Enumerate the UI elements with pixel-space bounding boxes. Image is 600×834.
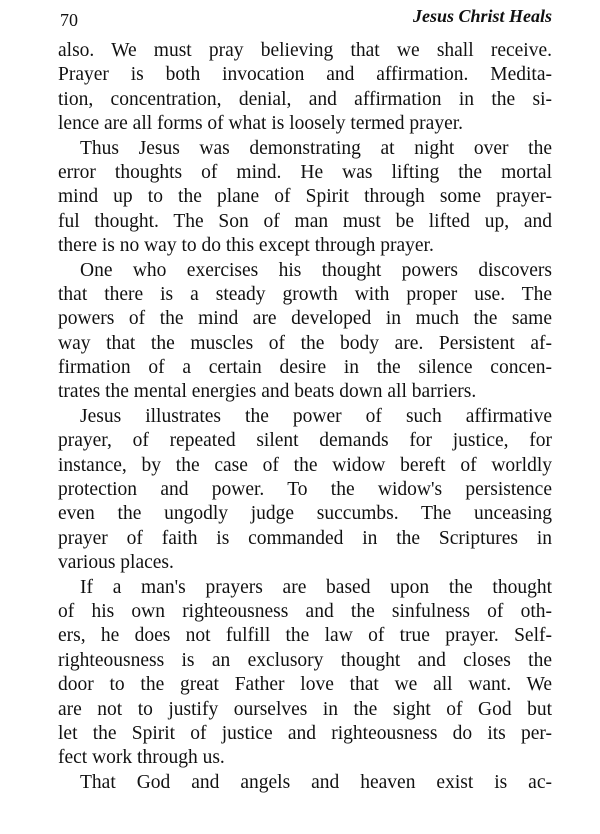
text-line: righteousness is an exclusory thought and closes the xyxy=(58,649,552,671)
text-line: protection and power. To the widow's persistence xyxy=(58,479,552,501)
text-line: ers, he does not fulfill the law of true prayer. Self- xyxy=(58,625,552,647)
text-line: even the ungodly judge succumbs. The unceasing xyxy=(58,503,552,525)
text-line: error thoughts of mind. He was lifting the mortal xyxy=(58,161,552,183)
paragraph xyxy=(58,137,552,259)
text-line: also. We must pray believing that we shall receive. xyxy=(58,40,552,61)
body-text xyxy=(58,39,552,795)
text-line: fect work through us. xyxy=(58,747,225,769)
text-line: door to the great Father love that we all want. We xyxy=(58,674,552,696)
text-line: If a man's prayers are based upon the thought xyxy=(80,576,552,598)
text-line: One who exercises his thought powers discovers xyxy=(80,259,552,281)
running-title: Jesus Christ Heals xyxy=(412,6,552,26)
text-line: prayer of faith is commanded in the Scriptures in xyxy=(58,527,552,549)
text-line: Jesus illustrates the power of such affirmative xyxy=(80,405,552,427)
text-line: of his own righteousness and the sinfulness of oth- xyxy=(58,600,552,622)
page-number: 70 xyxy=(60,10,78,30)
text-line: that there is a steady growth with proper use. The xyxy=(58,283,552,305)
text-line: way that the muscles of the body are. Persistent af- xyxy=(58,332,552,354)
text-line: mind up to the plane of Spirit through some prayer- xyxy=(58,186,552,208)
text-line: Prayer is both invocation and affirmation. Medita- xyxy=(58,64,552,86)
text-line: are not to justify ourselves in the sight of God but xyxy=(58,698,552,720)
paragraph xyxy=(58,259,552,405)
paragraph xyxy=(58,39,552,137)
text-line: firmation of a certain desire in the silence concen- xyxy=(58,357,552,379)
text-line: powers of the mind are developed in much the same xyxy=(58,308,552,330)
text-line: prayer, of repeated silent demands for justice, for xyxy=(58,430,552,452)
page-header xyxy=(58,6,552,32)
text-line: That God and angels and heaven exist is ac- xyxy=(80,771,552,793)
paragraph xyxy=(58,576,552,771)
text-line: various places. xyxy=(58,552,174,574)
text-line: tion, concentration, denial, and affirmation in the si- xyxy=(58,88,552,110)
paragraph xyxy=(58,405,552,576)
text-line: Thus Jesus was demonstrating at night over the xyxy=(80,137,552,159)
text-line: lence are all forms of what is loosely termed prayer. xyxy=(58,113,464,135)
text-line: there is no way to do this except through prayer. xyxy=(58,235,434,257)
text-line: let the Spirit of justice and righteousness do its per- xyxy=(58,722,552,744)
paragraph xyxy=(58,771,552,795)
text-line: ful thought. The Son of man must be lifted up, and xyxy=(58,210,552,232)
text-line: trates the mental energies and beats down all barriers. xyxy=(58,381,477,403)
text-line: instance, by the case of the widow bereft of worldly xyxy=(58,454,552,476)
